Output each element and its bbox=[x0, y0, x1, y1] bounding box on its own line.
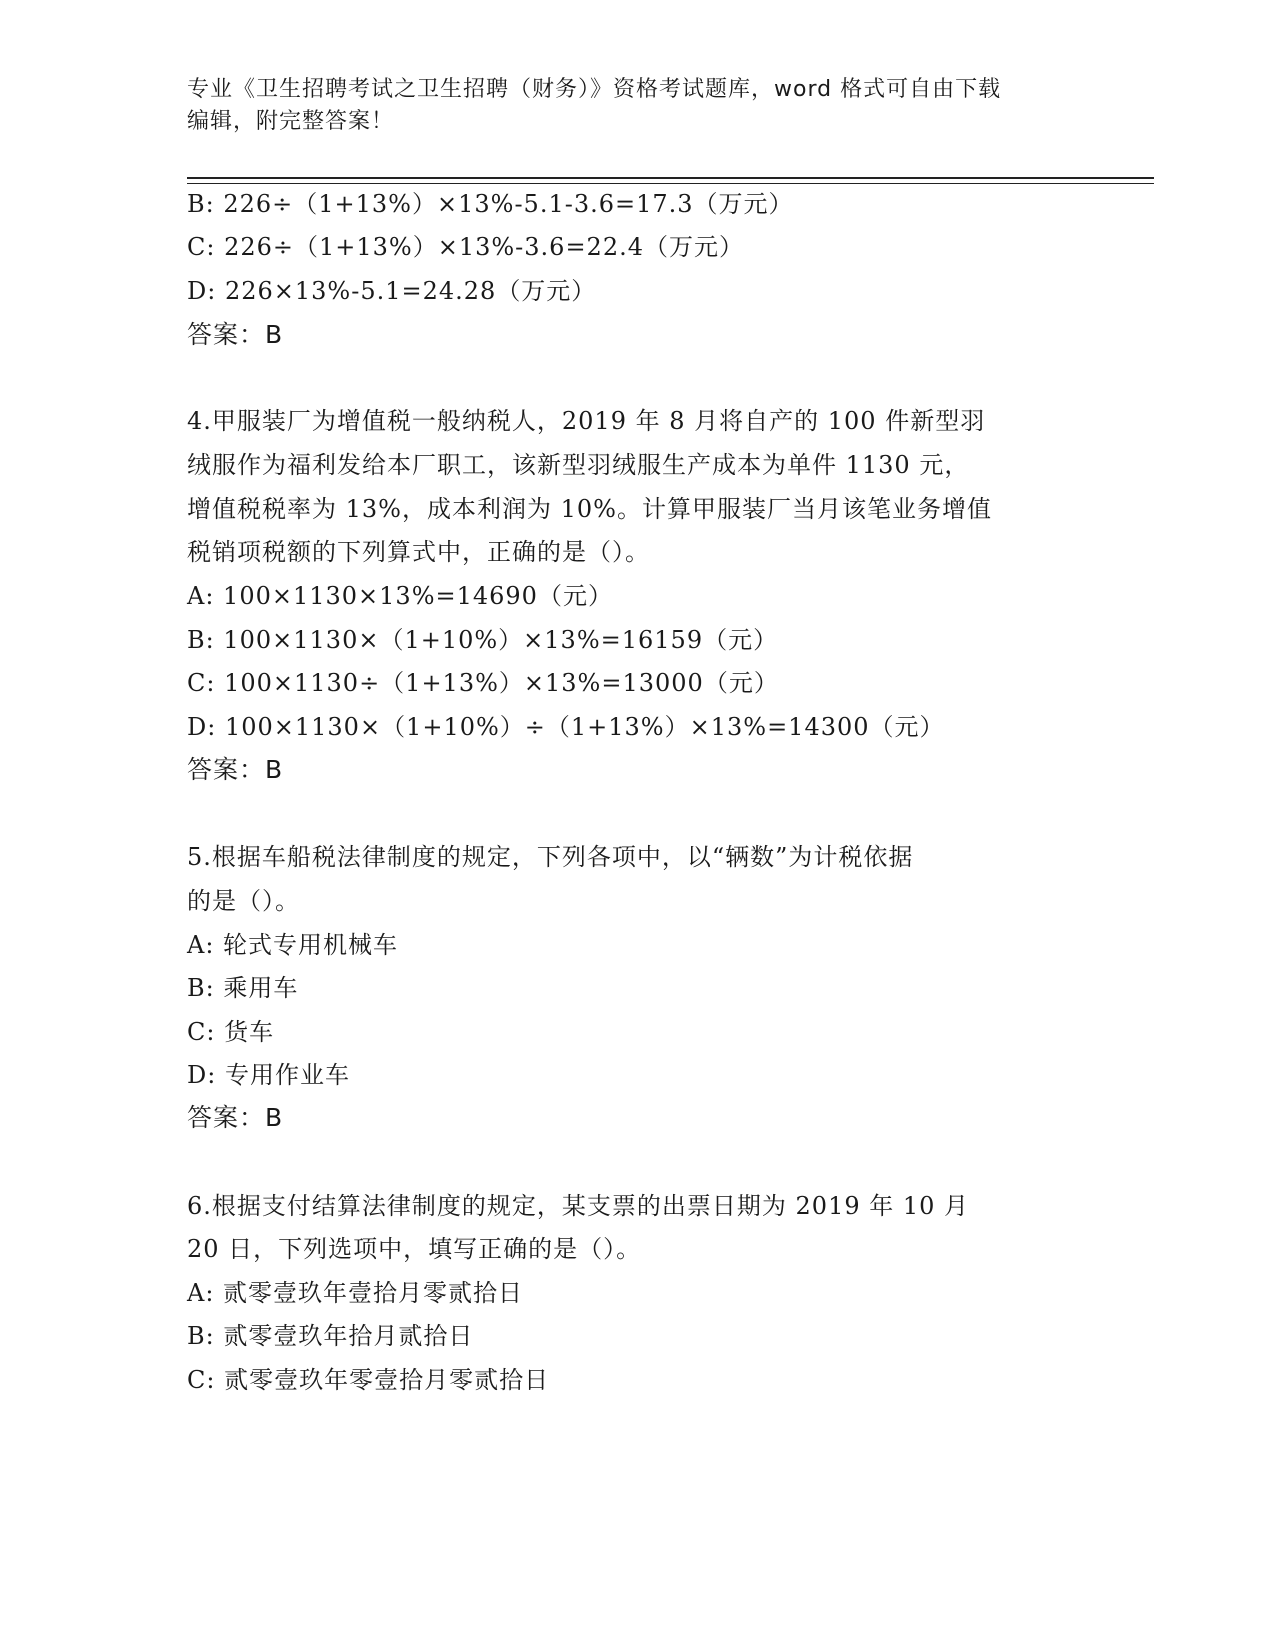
q6-stem-line-1: 6.根据支付结算法律制度的规定，某支票的出票日期为 2019 年 10 月 bbox=[187, 1192, 970, 1220]
header-divider-thick bbox=[187, 177, 1154, 179]
q4-stem-line-2: 绒服作为福利发给本厂职工，该新型羽绒服生产成本为单件 1130 元， bbox=[187, 451, 970, 479]
q4-stem-line-1: 4.甲服装厂为增值税一般纳税人，2019 年 8 月将自产的 100 件新型羽 bbox=[187, 407, 986, 435]
q5-option-a: A: 轮式专用机械车 bbox=[187, 931, 399, 959]
q6-option-b: B: 贰零壹玖年拾月贰拾日 bbox=[187, 1322, 474, 1350]
q5-stem-line-2: 的是（）。 bbox=[187, 887, 300, 915]
q5-option-c: C: 货车 bbox=[187, 1018, 275, 1046]
q3-answer: 答案：B bbox=[187, 320, 284, 349]
header-divider-thin bbox=[187, 183, 1154, 184]
q4-option-c: C: 100×1130÷（1+13%）×13%=13000（元） bbox=[187, 669, 779, 697]
q6-option-a: A: 贰零壹玖年壹拾月零贰拾日 bbox=[187, 1279, 524, 1307]
q5-answer: 答案：B bbox=[187, 1103, 284, 1132]
q4-option-b: B: 100×1130×（1+10%）×13%=16159（元） bbox=[187, 626, 779, 654]
q4-stem-line-3: 增值税税率为 13%，成本利润为 10%。计算甲服装厂当月该笔业务增值 bbox=[187, 495, 992, 523]
q5-stem-line-1: 5.根据车船税法律制度的规定，下列各项中，以“辆数”为计税依据 bbox=[187, 843, 914, 871]
page-header bbox=[187, 74, 1067, 138]
q4-option-d: D: 100×1130×（1+10%）÷（1+13%）×13%=14300（元） bbox=[187, 713, 945, 741]
q4-answer: 答案：B bbox=[187, 755, 284, 784]
q3-option-c: C: 226÷（1+13%）×13%-3.6=22.4（万元） bbox=[187, 233, 744, 261]
q3-option-b: B: 226÷（1+13%）×13%-5.1-3.6=17.3（万元） bbox=[187, 190, 794, 218]
q4-option-a: A: 100×1130×13%=14690（元） bbox=[187, 582, 613, 610]
q5-option-b: B: 乘用车 bbox=[187, 974, 299, 1002]
q5-option-d: D: 专用作业车 bbox=[187, 1061, 350, 1089]
header-line-1: 专业《卫生招聘考试之卫生招聘（财务）》资格考试题库，word 格式可自由下载 bbox=[187, 77, 1002, 102]
q4-stem-line-4: 税销项税额的下列算式中，正确的是（）。 bbox=[187, 538, 650, 566]
q6-stem-line-2: 20 日，下列选项中，填写正确的是（）。 bbox=[187, 1235, 642, 1263]
q6-option-c: C: 贰零壹玖年零壹拾月零贰拾日 bbox=[187, 1366, 550, 1394]
q3-option-d: D: 226×13%-5.1=24.28（万元） bbox=[187, 277, 597, 305]
header-line-2: 编辑，附完整答案！ bbox=[187, 109, 395, 134]
